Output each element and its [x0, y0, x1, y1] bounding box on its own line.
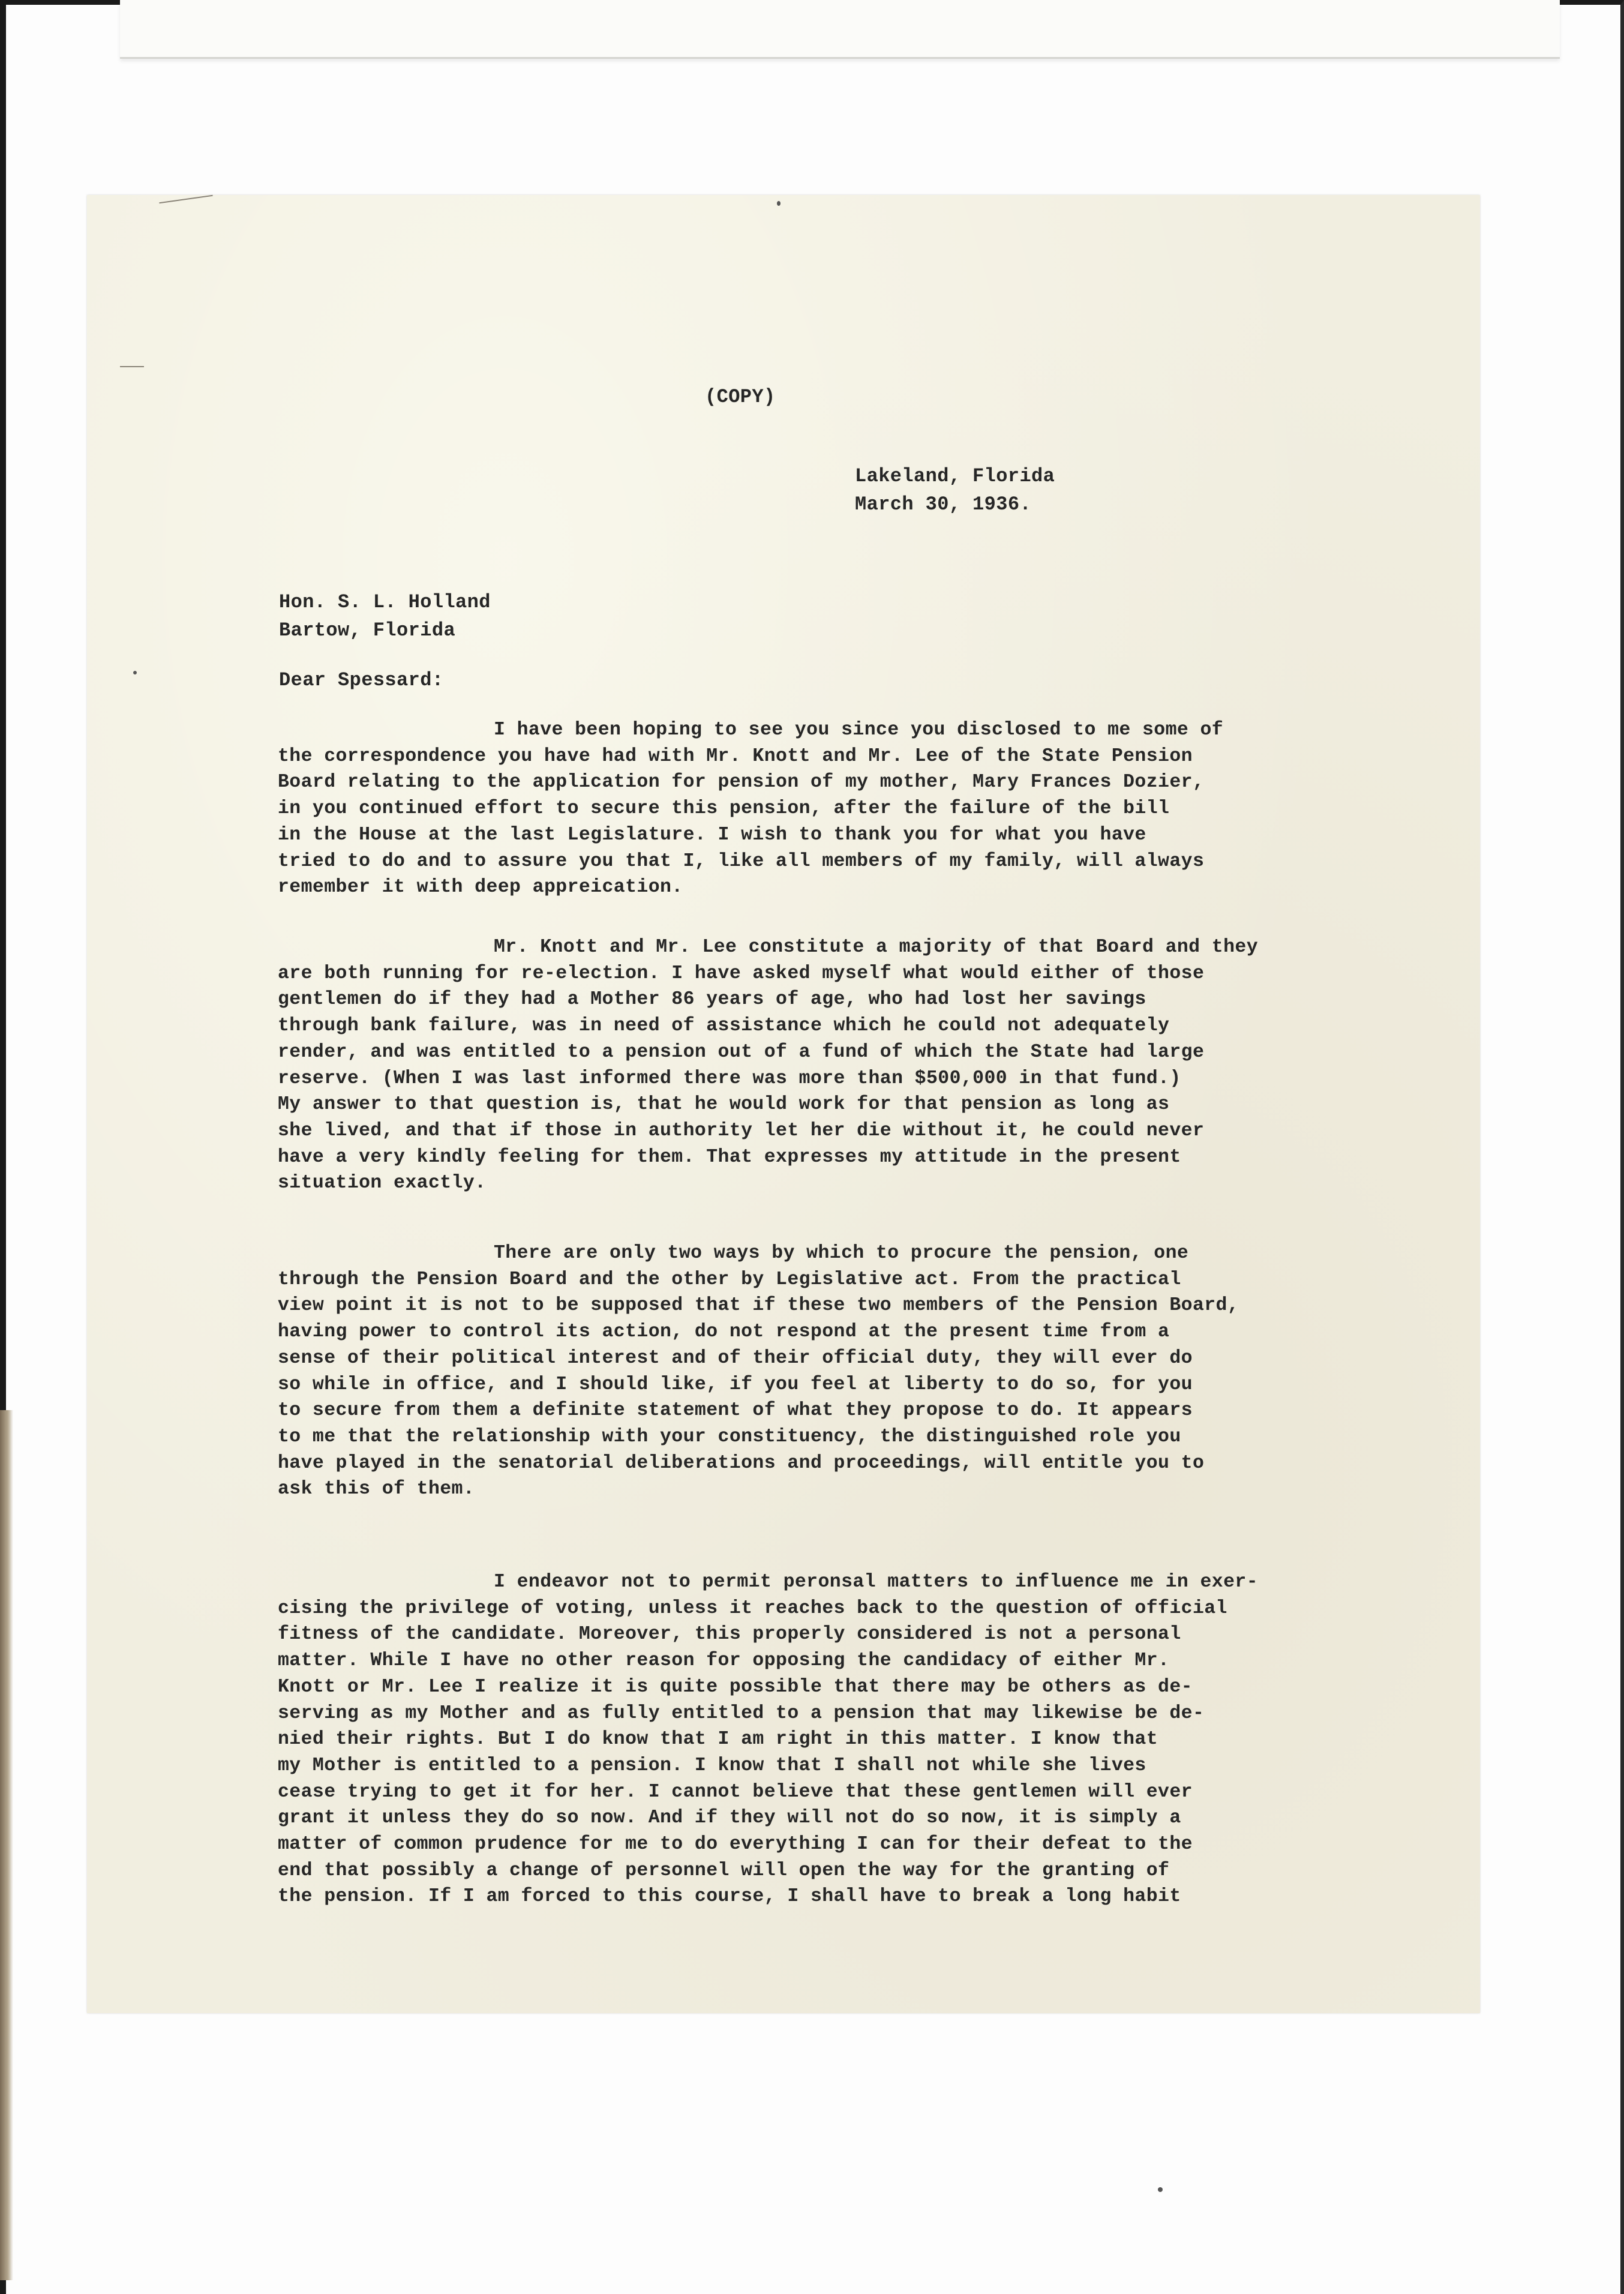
text-line: I endeavor not to permit peronsal matters to influence me in exer-: [494, 1572, 1259, 1593]
scan-mark: [120, 366, 144, 367]
text-line: my Mother is entitled to a pension. I know that I shall not while she lives: [278, 1755, 1146, 1776]
text-line: to secure from them a definite statement of what they propose to do. It appears: [278, 1400, 1193, 1422]
dateline-date: March 30, 1936.: [855, 493, 1032, 515]
paper-mark: [159, 195, 212, 204]
recipient-address: [279, 588, 491, 644]
dateline: [855, 462, 1055, 518]
text-line: through the Pension Board and the other by Legislative act. From the practical: [278, 1269, 1181, 1290]
text-line: view point it is not to be supposed that if these two members of the Pension Board,: [278, 1295, 1239, 1317]
text-line: the correspondence you have had with Mr. Knott and Mr. Lee of the State Pension: [278, 745, 1193, 767]
paragraph-4: [278, 1569, 1472, 1910]
text-line: My answer to that question is, that he would work for that pension as long as: [278, 1094, 1170, 1115]
recipient-city: Bartow, Florida: [279, 619, 456, 641]
text-line: through bank failure, was in need of assistance which he could not adequately: [278, 1015, 1170, 1037]
left-edge-strip: [0, 1410, 13, 2280]
text-line: situation exactly.: [278, 1173, 487, 1194]
text-line: nied their rights. But I do know that I am right in this matter. I know that: [278, 1729, 1158, 1750]
text-line: fitness of the candidate. Moreover, this properly considered is not a personal: [278, 1624, 1181, 1645]
salutation: Dear Spessard:: [279, 669, 444, 691]
scan-speck: [1158, 2187, 1163, 2192]
text-line: I have been hoping to see you since you disclosed to me some of: [494, 719, 1224, 740]
text-line: matter of common prudence for me to do everything I can for their defeat to the: [278, 1834, 1193, 1855]
copy-label: (COPY): [705, 386, 776, 408]
text-line: have a very kindly feeling for them. That expresses my attitude in the present: [278, 1146, 1181, 1168]
text-line: in the House at the last Legislature. I wish to thank you for what you have: [278, 824, 1146, 845]
text-line: There are only two ways by which to procure the pension, one: [494, 1243, 1189, 1264]
letter-page: [87, 195, 1480, 2013]
text-line: tried to do and to assure you that I, like all members of my family, will always: [278, 850, 1205, 872]
text-line: gentlemen do if they had a Mother 86 years of age, who had lost her savings: [278, 989, 1146, 1010]
text-line: matter. While I have no other reason for opposing the candidacy of either Mr.: [278, 1650, 1170, 1672]
paper-speck: [777, 201, 781, 206]
text-line: end that possibly a change of personnel will open the way for the granting of: [278, 1860, 1170, 1881]
paragraph-2: [278, 934, 1472, 1197]
dateline-place: Lakeland, Florida: [855, 465, 1055, 487]
paragraph-3: [278, 1240, 1472, 1503]
text-line: grant it unless they do so now. And if they will not do so now, it is simply a: [278, 1807, 1181, 1829]
text-line: Knott or Mr. Lee I realize it is quite possible that there may be others as de-: [278, 1676, 1193, 1698]
text-line: are both running for re-election. I have asked myself what would either of those: [278, 962, 1205, 984]
text-line: reserve. (When I was last informed there was more than $500,000 in that fund.): [278, 1067, 1181, 1089]
text-line: serving as my Mother and as fully entitled to a pension that may likewise be de-: [278, 1702, 1205, 1724]
recipient-name: Hon. S. L. Holland: [279, 591, 491, 613]
text-line: sense of their political interest and of their official duty, they will ever do: [278, 1347, 1193, 1369]
text-line: render, and was entitled to a pension out of a fund of which the State had large: [278, 1041, 1205, 1063]
scan-speck: [133, 671, 137, 674]
text-line: having power to control its action, do not respond at the present time from a: [278, 1321, 1170, 1343]
text-line: Board relating to the application for pension of my mother, Mary Frances Dozier,: [278, 772, 1205, 793]
text-line: to me that the relationship with your constituency, the distinguished role you: [278, 1426, 1181, 1447]
text-line: have played in the senatorial deliberations and proceedings, will entitle you to: [278, 1452, 1205, 1474]
text-line: she lived, and that if those in authority let her die without it, he could never: [278, 1120, 1205, 1141]
text-line: the pension. If I am forced to this course, I shall have to break a long habit: [278, 1886, 1181, 1908]
text-line: in you continued effort to secure this pension, after the failure of the bill: [278, 798, 1170, 820]
paragraph-1: [278, 717, 1472, 901]
text-line: remember it with deep appreication.: [278, 877, 683, 898]
text-line: so while in office, and I should like, if you feel at liberty to do so, for you: [278, 1374, 1193, 1395]
top-paper-strip: [120, 0, 1560, 59]
text-line: cease trying to get it for her. I cannot believe that these gentlemen will ever: [278, 1781, 1193, 1803]
text-line: Mr. Knott and Mr. Lee constitute a majority of that Board and they: [494, 937, 1259, 958]
text-line: cising the privilege of voting, unless it reaches back to the question of official: [278, 1597, 1227, 1619]
text-line: ask this of them.: [278, 1479, 475, 1500]
